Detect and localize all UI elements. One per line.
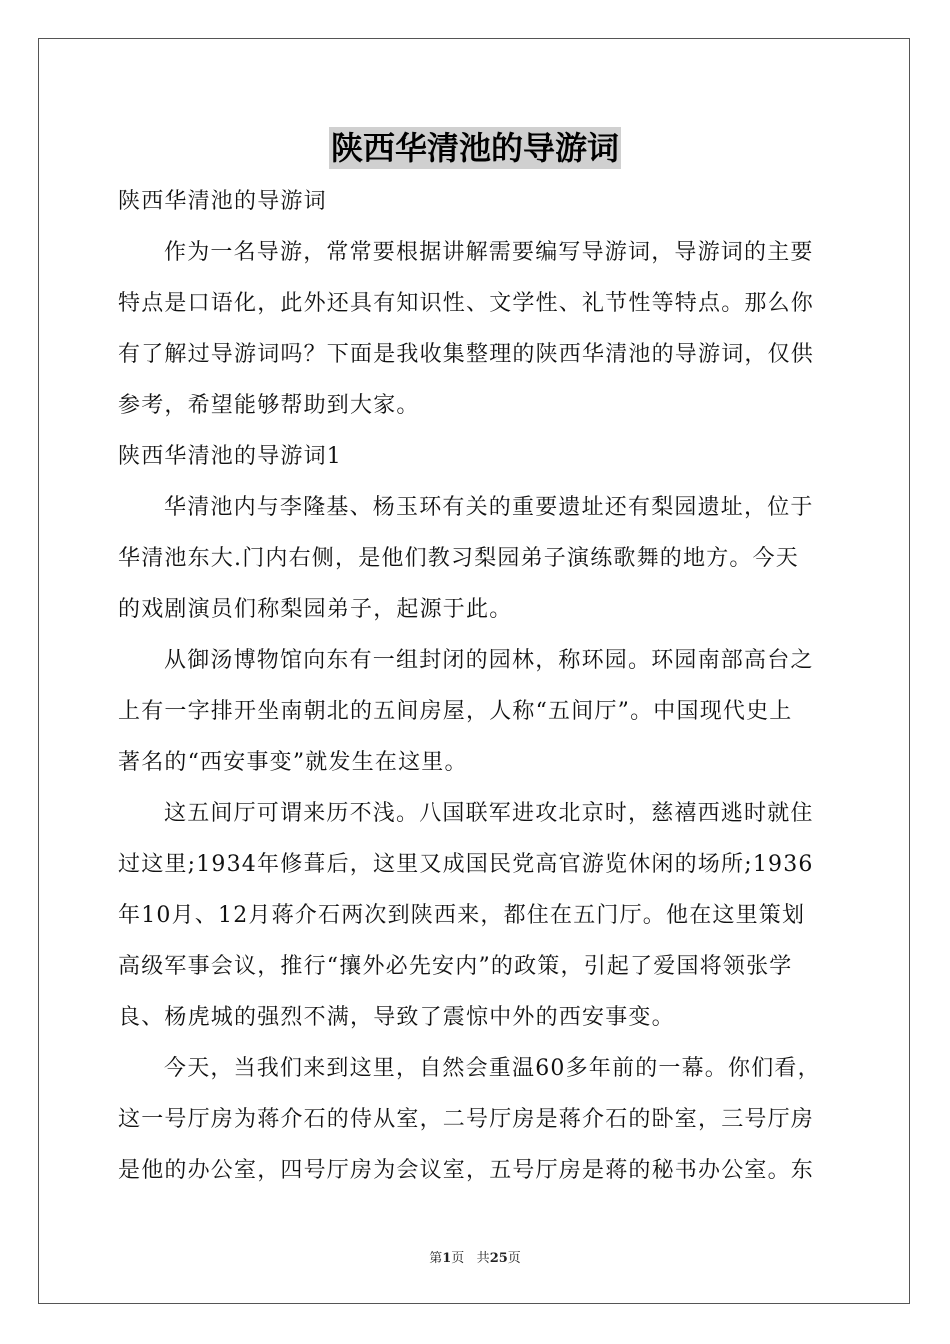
text-line: 特点是口语化，此外还具有知识性、文学性、礼节性等特点。那么你 bbox=[118, 291, 815, 316]
document-body bbox=[118, 176, 834, 1196]
text-line: 从御汤博物馆向东有一组封闭的园林，称环园。环园南部高台之 bbox=[164, 648, 814, 673]
page-prefix: 第 bbox=[429, 1251, 443, 1266]
text-line: 过这里;1934年修葺后，这里又成国民党高官游览休闲的场所;1936 bbox=[118, 852, 814, 877]
document-title: 陕西华清池的导游词 bbox=[330, 129, 619, 167]
text-line: 参考，希望能够帮助到大家。 bbox=[118, 393, 420, 418]
text-line: 今天，当我们来到这里，自然会重温60多年前的一幕。你们看， bbox=[164, 1056, 821, 1081]
text-line: 这五间厅可谓来历不浅。八国联军进攻北京时，慈禧西逃时就住 bbox=[164, 801, 814, 826]
total-prefix: 共 bbox=[476, 1251, 490, 1266]
title-container bbox=[0, 127, 950, 169]
page-suffix: 页 bbox=[451, 1251, 465, 1266]
text-line: 这一号厅房为蒋介石的侍从室，二号厅房是蒋介石的卧室，三号厅房 bbox=[118, 1107, 815, 1132]
text-line: 的戏剧演员们称梨园弟子，起源于此。 bbox=[118, 597, 513, 622]
text-line: 有了解过导游词吗？下面是我收集整理的陕西华清池的导游词，仅供 bbox=[118, 342, 815, 367]
text-line: 是他的办公室，四号厅房为会议室，五号厅房是蒋的秘书办公室。东 bbox=[118, 1158, 815, 1183]
text-line: 华清池东大.门内右侧，是他们教习梨园弟子演练歌舞的地方。今天 bbox=[118, 546, 799, 571]
text-line: 作为一名导游，常常要根据讲解需要编写导游词，导游词的主要 bbox=[164, 240, 814, 265]
total-pages: 25 bbox=[489, 1251, 508, 1266]
text-line: 年10月、12月蒋介石两次到陕西来，都住在五门厅。他在这里策划 bbox=[118, 903, 806, 928]
page-current: 1 bbox=[442, 1251, 452, 1266]
page-footer bbox=[0, 1247, 950, 1266]
text-line: 良、杨虎城的强烈不满，导致了震惊中外的西安事变。 bbox=[118, 1005, 675, 1030]
text-line: 陕西华清池的导游词 bbox=[118, 189, 327, 214]
text-line: 高级军事会议，推行“攘外必先安内”的政策，引起了爱国将领张学 bbox=[118, 954, 793, 979]
text-line: 著名的“西安事变”就发生在这里。 bbox=[118, 750, 468, 775]
text-line: 陕西华清池的导游词1 bbox=[118, 444, 342, 469]
text-line: 华清池内与李隆基、杨玉环有关的重要遗址还有梨园遗址，位于 bbox=[164, 495, 814, 520]
total-suffix: 页 bbox=[507, 1251, 521, 1266]
text-line: 上有一字排开坐南朝北的五间房屋，人称“五间厅”。中国现代史上 bbox=[118, 699, 793, 724]
